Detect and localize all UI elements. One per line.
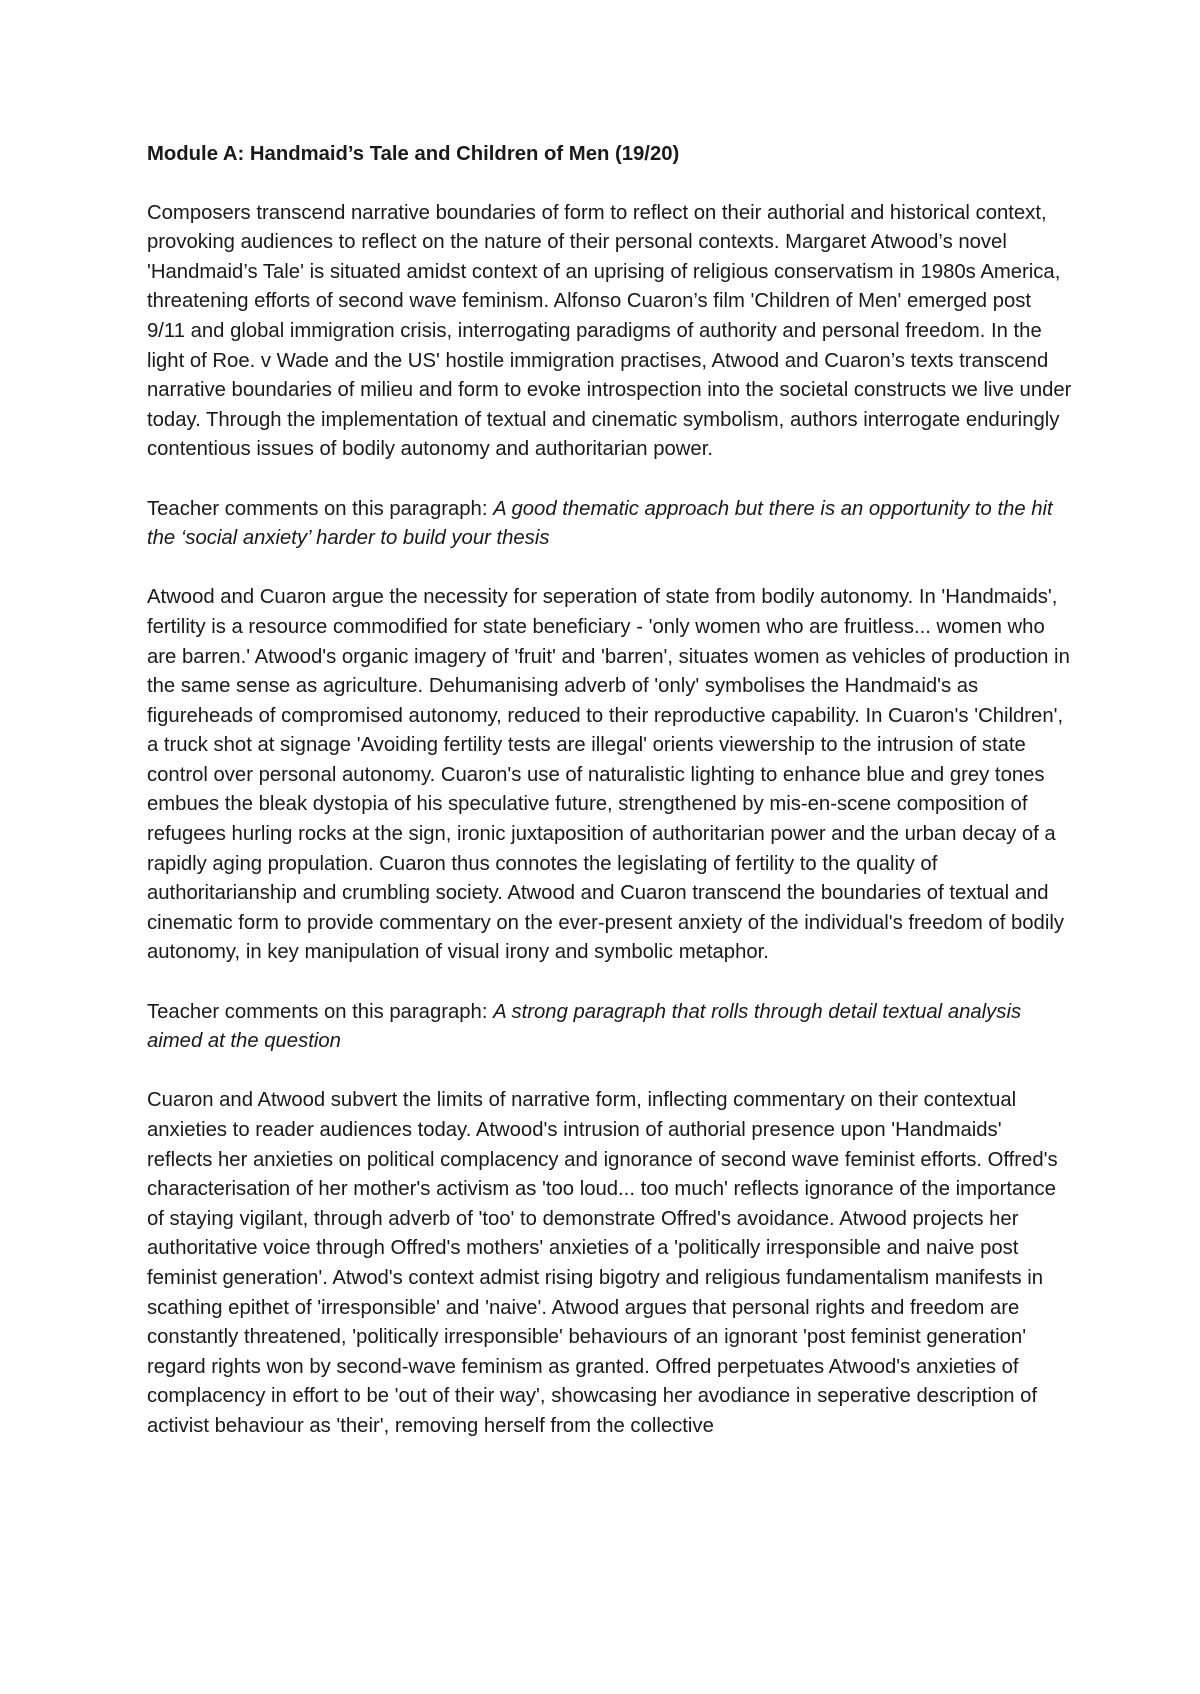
teacher-comment-text: A good thematic approach but there is an opportunity to the hit the ‘social anxiety’ harder to build your thesis <box>147 497 1053 550</box>
teacher-comment-2 <box>147 998 1072 1057</box>
document-title: Module A: Handmaid’s Tale and Children of Men (19/20) <box>147 143 680 165</box>
body-paragraph-1: Atwood and Cuaron argue the necessity for seperation of state from bodily autonomy. In 'Handmaids', fertility is a resource commodified for state beneficiary - 'only women who are fruitless... women who are barren.' Atwood's organic imagery of 'fruit' and 'barren', situates women as vehicles of production in the same sense as agriculture. Dehumanising adverb of 'only' symbolises the Handmaid's as figureheads of compromised autonomy, reduced to their reproductive capability. In Cuaron's 'Children', a truck shot at signage 'Avoiding fertility tests are illegal' orients viewership to the intrusion of state control over personal autonomy. Cuaron's use of naturalistic lighting to enhance blue and grey tones embues the bleak dystopia of his speculative future, strengthened by mis-en-scene composition of refugees hurling rocks at the sign, ironic juxtaposition of authoritarian power and the urban decay of a rapidly aging propulation. Cuaron thus connotes the legislating of fertility to the quality of authoritarianship and crumbling society. Atwood and Cuaron transcend the boundaries of textual and cinematic form to provide commentary on the ever-present anxiety of the individual's freedom of bodily autonomy, in key manipulation of visual irony and symbolic metaphor. <box>147 586 1070 964</box>
teacher-comment-text: A strong paragraph that rolls through detail textual analysis aimed at the question <box>147 1000 1022 1053</box>
body-paragraph-2: Cuaron and Atwood subvert the limits of narrative form, inflecting commentary on their contextual anxieties to reader audiences today. Atwood's intrusion of authorial presence upon 'Handmaids' reflects her anxieties on political complacency and ignorance of second wave feminist efforts. Offred's characterisation of her mother's activism as 'too loud... too much' reflects ignorance of the importance of staying vigilant, through adverb of 'too' to demonstrate Offred's avoidance. Atwood projects her authoritative voice through Offred's mothers' anxieties of a 'politically irresponsible and naive post feminist generation'. Atwod's context admist rising bigotry and religious fundamentalism manifests in scathing epithet of 'irresponsible' and 'naive'. Atwood argues that personal rights and freedom are constantly threatened, 'politically irresponsible' behaviours of an ignorant 'post feminist generation' regard rights won by second-wave feminism as granted. Offred perpetuates Atwood's anxieties of complacency in effort to be 'out of their way', showcasing her avodiance in seperative description of activist behaviour as 'their', removing herself from the collective <box>147 1089 1058 1437</box>
teacher-comment-label: Teacher comments on this paragraph: <box>147 1000 494 1023</box>
document-body <box>147 140 1072 1442</box>
intro-paragraph: Composers transcend narrative boundaries of form to reflect on their authorial and historical context, provoking audiences to reflect on the nature of their personal contexts. Margaret Atwood’s novel 'Handmaid’s Tale' is situated amidst context of an uprising of religious conservatism in 1980s America, threatening efforts of second wave feminism. Alfonso Cuaron’s film 'Children of Men' emerged post 9/11 and global immigration crisis, interrogating paradigms of authority and personal freedom. In the light of Roe. v Wade and the US' hostile immigration practises, Atwood and Cuaron’s texts transcend narrative boundaries of milieu and form to evoke introspection into the societal constructs we live under today. Through the implementation of textual and cinematic symbolism, authors interrogate enduringly contentious issues of bodily autonomy and authoritarian power. <box>147 201 1072 461</box>
teacher-comment-label: Teacher comments on this paragraph: <box>147 497 494 520</box>
teacher-comment-1 <box>147 495 1072 554</box>
